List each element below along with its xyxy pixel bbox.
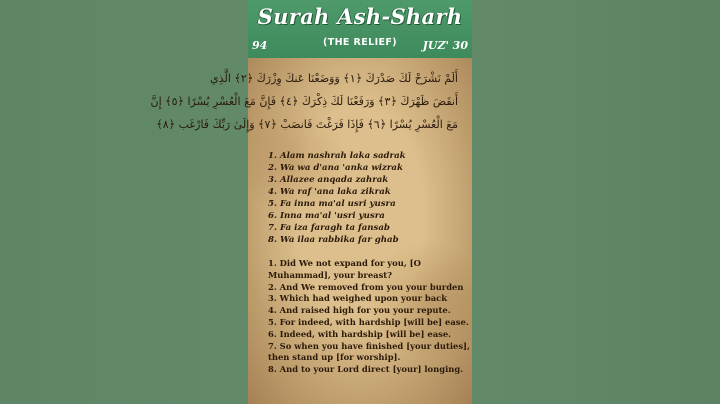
translation-line: 3. Which had weighed upon your back	[268, 293, 448, 304]
translation-list	[268, 258, 470, 376]
translation-line: Muhammad], your breast?	[268, 269, 393, 280]
translation-line: 6. Indeed, with hardship [will be] ease.	[268, 328, 452, 339]
arabic-text	[150, 70, 458, 140]
surah-subtitle: (THE RELIEF)	[322, 37, 398, 48]
arabic-line: أَنقَضَ ظَهْرَكَ ﴿٣﴾ وَرَفَعْنَا لَكَ ذِكْرَكَ ﴿٤﴾ فَإِنَّ مَعَ الْعُسْرِ يُسْرًا ﴿٥﴾ إِنَّ	[150, 95, 458, 108]
arabic-line: أَلَمْ نَشْرَحْ لَكَ صَدْرَكَ ﴿١﴾ وَوَضَعْنَا عَنكَ وِزْرَكَ ﴿٢﴾ الَّذِي	[210, 72, 458, 85]
right-background	[472, 0, 720, 404]
translation-line: 8. And to your Lord direct [your] longing.	[268, 364, 464, 375]
translation-line: 2. And We removed from you your burden	[268, 281, 464, 292]
surah-header	[248, 0, 472, 58]
surah-title: Surah Ash-Sharh	[257, 4, 463, 29]
parchment-panel	[150, 58, 472, 404]
transliteration-line: 3. Allazee anqada zahrak	[268, 175, 389, 185]
transliteration-line: 7. Fa iza faragh ta fansab	[268, 223, 390, 233]
transliteration-line: 1. Alam nashrah laka sadrak	[268, 151, 406, 161]
translation-line: 4. And raised high for you your repute.	[268, 305, 451, 316]
translation-line: 5. For indeed, with hardship [will be] ease.	[268, 316, 469, 327]
arabic-line: مَعَ الْعُسْرِ يُسْرًا ﴿٦﴾ فَإِذَا فَرَغْتَ فَانصَبْ ﴿٧﴾ وَإِلَىٰ رَبِّكَ فَارْغَب ﴿٨﴾	[156, 118, 458, 131]
translation-line: then stand up [for worship].	[268, 352, 401, 363]
translation-line: 7. So when you have finished [your duties],	[268, 340, 470, 351]
transliteration-line: 4. Wa raf 'ana laka zikrak	[268, 187, 391, 197]
transliteration-line: 6. Inna ma'al 'usri yusra	[268, 211, 385, 221]
translation-line: 1. Did We not expand for you, [O	[268, 258, 421, 268]
transliteration-list	[268, 150, 464, 246]
left-background	[0, 0, 248, 404]
surah-number: 94	[252, 39, 268, 52]
transliteration-line: 8. Wa ilaa rabbika far ghab	[268, 235, 399, 245]
surah-card	[150, 0, 472, 404]
juz-label: JUZ' 30	[422, 39, 468, 52]
transliteration-line: 5. Fa inna ma'al usri yusra	[268, 199, 396, 209]
transliteration-line: 2. Wa wa d'ana 'anka wizrak	[268, 163, 403, 173]
